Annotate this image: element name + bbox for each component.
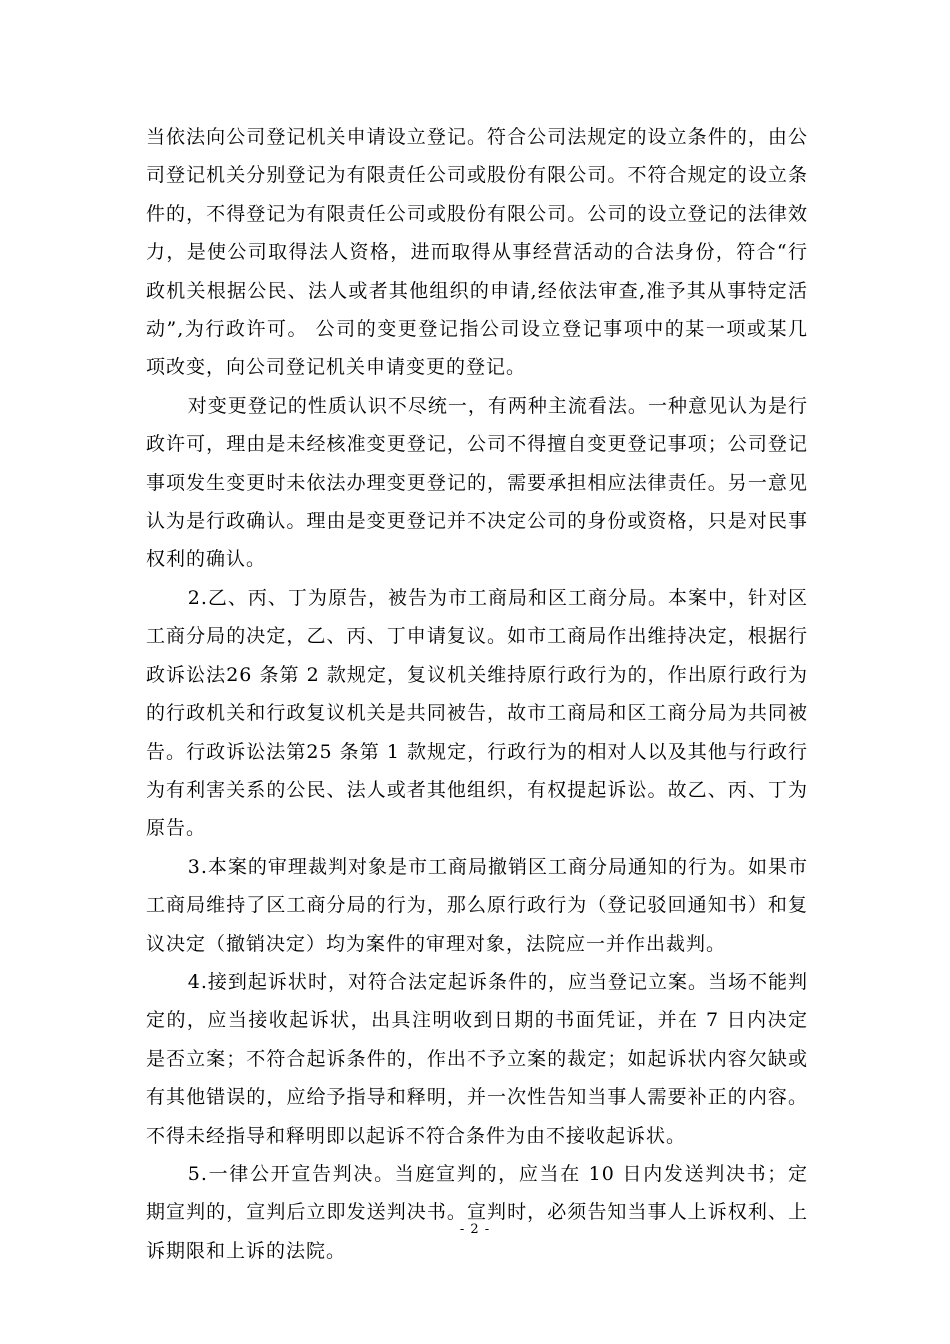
- paragraph-continuation: 当依法向公司登记机关申请设立登记。符合公司法规定的设立条件的，由公司登记机关分别登记为有限责任公司或股份有限公司。不符合规定的设立条件的，不得登记为有限责任公司或股份有限公司。公司的设立登记的法律效力，是使公司取得法人资格，进而取得从事经营活动的合法身份，符合“行政机关根据公民、法人或者其他组织的申请,经依法审查,准予其从事特定活动”,为行政许可。 公司的变更登记指公司设立登记事项中的某一项或某几项改变，向公司登记机关申请变更的登记。: [146, 126, 808, 379]
- document-body: [146, 118, 808, 1270]
- page-number: - 2 -: [459, 1222, 491, 1237]
- paragraph-point-3-trial-object: 3.本案的审理裁判对象是市工商局撤销区工商分局通知的行为。如果市工商局维持了区工商分局的行为，那么原行政行为（登记驳回通知书）和复议决定（撤销决定）均为案件的审理对象，法院应一并作出裁判。: [146, 855, 808, 955]
- paragraph-change-registration-nature: 对变更登记的性质认识不尽统一，有两种主流看法。一种意见认为是行政许可，理由是未经核准变更登记，公司不得擅自变更登记事项；公司登记事项发生变更时未依法办理变更登记的，需要承担相应法律责任。另一意见认为是行政确认。理由是变更登记并不决定公司的身份或资格，只是对民事权利的确认。: [146, 394, 808, 571]
- paragraph-point-4-filing: 4.接到起诉状时，对符合法定起诉条件的，应当登记立案。当场不能判定的，应当接收起诉状，出具注明收到日期的书面凭证，并在 7 日内决定是否立案；不符合起诉条件的，作出不予立案的裁定；如起诉状内容欠缺或有其他错误的，应给予指导和释明，并一次性告知当事人需要补正的内容。不得未经指导和释明即以起诉不符合条件为由不接收起诉状。: [146, 970, 808, 1147]
- paragraph-point-5-judgment: 5.一律公开宣告判决。当庭宣判的，应当在 10 日内发送判决书；定期宣判的，宣判后立即发送判决书。宣判时，必须告知当事人上诉权利、上诉期限和上诉的法院。: [146, 1162, 808, 1262]
- paragraph-point-2-plaintiffs-defendants: 2.乙、丙、丁为原告，被告为市工商局和区工商分局。本案中，针对区工商分局的决定，乙、丙、丁申请复议。如市工商局作出维持决定，根据行政诉讼法26 条第 2 款规定，复议机关维持原行政行为的，作出原行政行为的行政机关和行政复议机关是共同被告，故市工商局和区工商分局为共同被告。行政诉讼法第25 条第 1 款规定，行政行为的相对人以及其他与行政行为有利害关系的公民、法人或者其他组织，有权提起诉讼。故乙、丙、丁为原告。: [146, 586, 808, 840]
